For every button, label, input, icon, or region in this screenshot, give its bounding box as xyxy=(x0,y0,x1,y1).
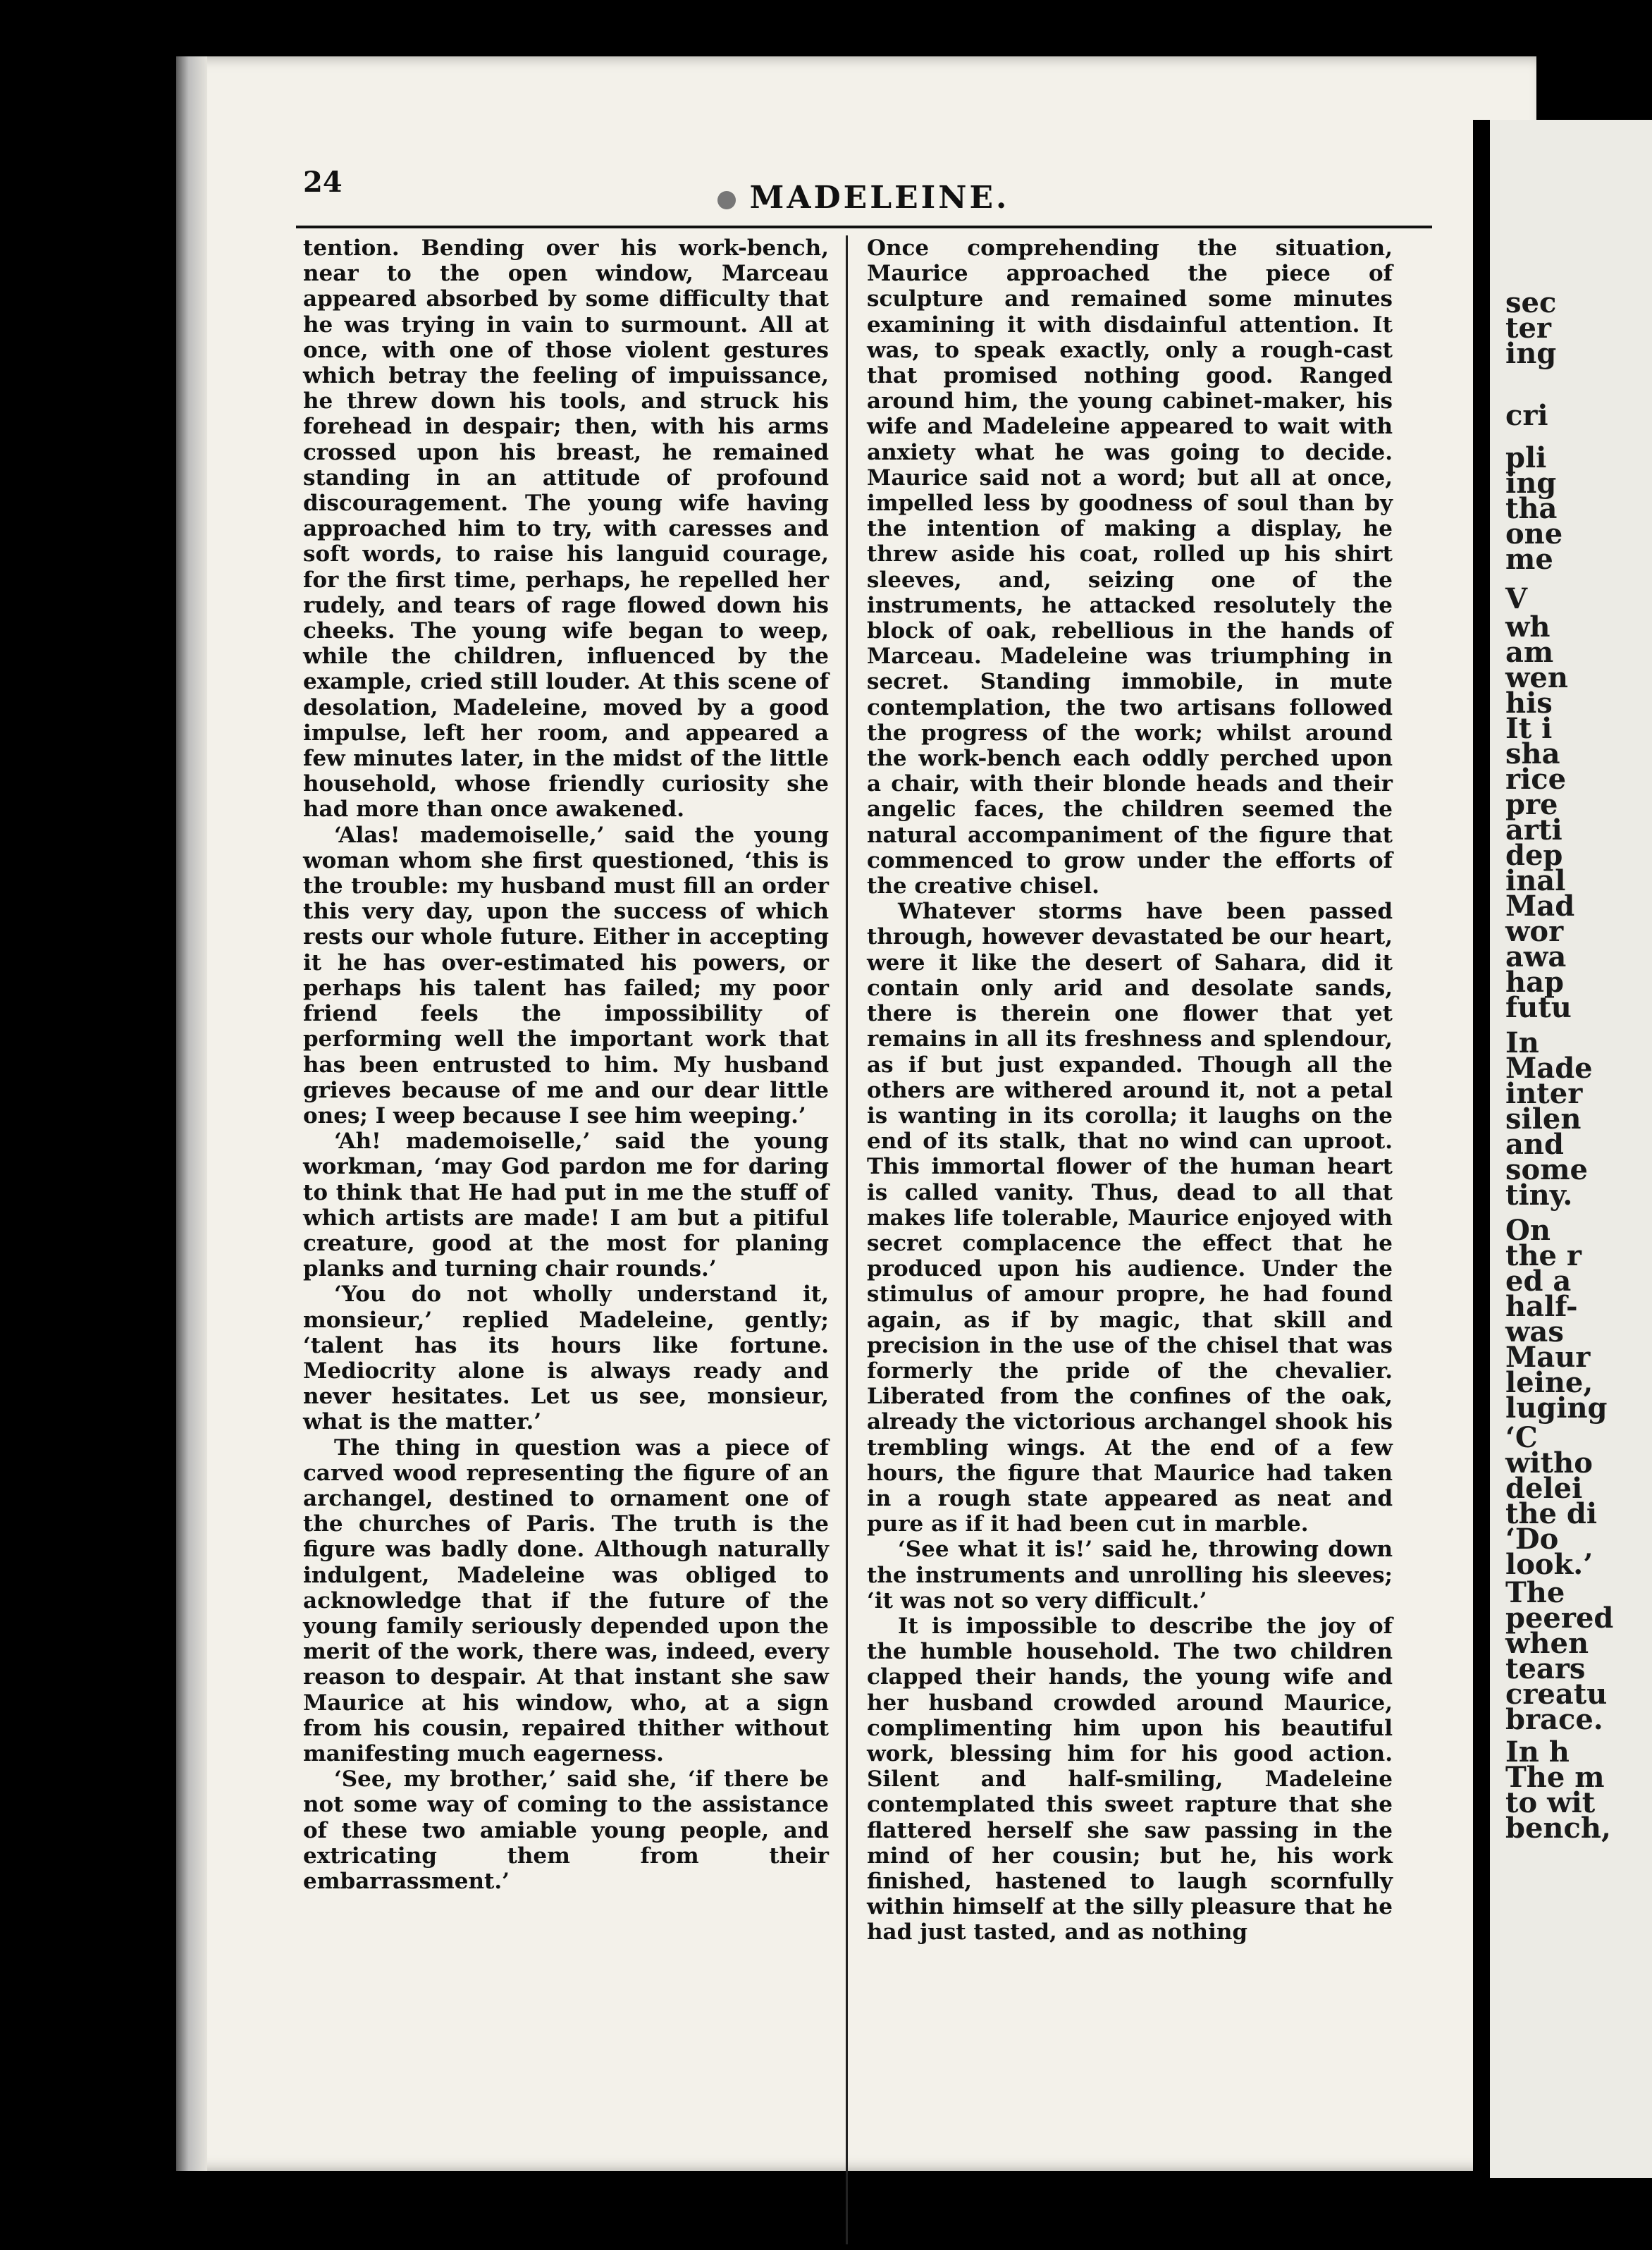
adjacent-page-fragment: cri xyxy=(1505,399,1548,432)
adjacent-page-fragment: ‘Do xyxy=(1505,1523,1559,1556)
adjacent-page-fragment: when xyxy=(1505,1627,1589,1660)
adjacent-page-fragment: pre xyxy=(1505,788,1558,821)
adjacent-page-fragment: tears xyxy=(1505,1652,1586,1685)
adjacent-page-fragment: witho xyxy=(1505,1446,1593,1480)
paragraph: ‘Alas! mademoiselle,’ said the young woman whom she first questioned, ‘this is the trouble: my husband must fill an order this very day, upon the success of which rests our whole future. Either in accepting it he has over-estimated his powers, or perhaps his talent has failed; my poor friend feels the impossibility of performing well the important work that has been entrusted to him. My husband grieves because of me and our dear little ones; I weep because I see him weeping.’ xyxy=(303,822,829,1129)
adjacent-page-fragment: am xyxy=(1505,636,1554,669)
adjacent-page-fragment: creatu xyxy=(1505,1678,1608,1711)
adjacent-page-fragment: wor xyxy=(1505,915,1564,948)
adjacent-page-fragment: Maur xyxy=(1505,1341,1591,1374)
adjacent-page-fragment: In h xyxy=(1505,1735,1570,1769)
adjacent-page-fragment: the di xyxy=(1505,1497,1598,1530)
adjacent-page-fragment: leine, xyxy=(1505,1366,1594,1399)
running-title-text: MADELEINE. xyxy=(749,180,1010,216)
paragraph: tention. Bending over his work-bench, near to the open window, Marceau appeared absorbed by some difficulty that he was trying in vain to surmount. All at once, with one of those violent gestures which betray the feeling of impuissance, he threw down his tools, and struck his forehead in despair; then, with his arms crossed upon his breast, he remained standing in an attitude of profound discouragement. The young wife having approached him to try, with caresses and soft words, to raise his languid courage, for the first time, perhaps, he repelled her rudely, and tears of rage flowed down his cheeks. The young wife began to weep, while the children, influenced by the example, cried still louder. At this scene of desolation, Madeleine, moved by a good impulse, left her room, and appeared a few minutes later, in the midst of the little household, whose friendly curiosity she had more than once awakened. xyxy=(303,235,829,823)
adjacent-page-fragment: one xyxy=(1505,517,1563,551)
adjacent-page-fragment: V xyxy=(1505,582,1528,615)
bullet-icon xyxy=(717,191,736,209)
adjacent-page-fragment: Mad xyxy=(1505,890,1575,923)
paragraph: ‘You do not wholly understand it, monsieur,’ replied Madeleine, gently; ‘talent has its hours like fortune. Mediocrity alone is always ready and never hesitates. Let us see, monsieur, what is the matter.’ xyxy=(303,1281,829,1435)
page-number: 24 xyxy=(303,166,343,199)
adjacent-page-fragment: ing xyxy=(1505,337,1557,370)
adjacent-page-fragment: and xyxy=(1505,1128,1564,1161)
paragraph: ‘See, my brother,’ said she, ‘if there be not some way of coming to the assistance of these two amiable young people, and extricating them from their embarrassment.’ xyxy=(303,1766,829,1894)
adjacent-page-fragment: luging xyxy=(1505,1391,1608,1425)
adjacent-page-fragment: arti xyxy=(1505,813,1562,847)
paragraph: ‘See what it is!’ said he, throwing down the instruments and unrolling his sleeves; ‘it was not so very difficult.’ xyxy=(867,1537,1393,1613)
adjacent-page-fragment: pli xyxy=(1505,441,1547,474)
paragraph: Whatever storms have been passed through, however devastated be our heart, were it like the desert of Sahara, did it contain only arid and desolate sands, there is therein one flower that yet remains in all its freshness and splendour, as if but just expanded. Though all the others are withered around it, not a petal is wanting in its corolla; it laughs on the end of its stalk, that no wind can uproot. This immortal flower of the human heart is called vanity. Thus, dead to all that makes life tolerable, Maurice enjoyed with secret complacence the effect that he produced upon his audience. Under the stimulus of amour propre, he had found again, as if by magic, that skill and precision in the use of the chisel that was formerly the pride of the chevalier. Liberated from the confines of the oak, already the victorious archangel shook his trembling wings. At the end of a few hours, the figure that Maurice had taken in a rough state appeared as neat and pure as if it had been cut in marble. xyxy=(867,899,1393,1537)
adjacent-page-fragment: ter xyxy=(1505,312,1551,345)
adjacent-page-fragment: dep xyxy=(1505,839,1563,872)
adjacent-page-fragment: the r xyxy=(1505,1239,1582,1272)
adjacent-page-fragment: to wit xyxy=(1505,1786,1596,1819)
adjacent-page-fragment: wen xyxy=(1505,661,1568,694)
adjacent-page-fragment: half- xyxy=(1505,1290,1578,1323)
left-text-column xyxy=(303,235,829,1894)
adjacent-page-fragment: futu xyxy=(1505,991,1572,1024)
adjacent-page-fragment: ed a xyxy=(1505,1265,1572,1298)
adjacent-page-fragment: was xyxy=(1505,1315,1564,1348)
column-divider xyxy=(846,235,848,2244)
adjacent-page-fragment: sha xyxy=(1505,737,1560,770)
adjacent-page-fragment: rice xyxy=(1505,763,1567,796)
adjacent-page-fragment: Made xyxy=(1505,1052,1593,1085)
adjacent-page-fragment: hap xyxy=(1505,966,1564,999)
right-text-column xyxy=(867,235,1393,1945)
adjacent-page-edge xyxy=(1473,120,1652,2178)
adjacent-page-fragment: silen xyxy=(1505,1102,1582,1136)
adjacent-page-fragment: some xyxy=(1505,1153,1588,1186)
paragraph: ‘Ah! mademoiselle,’ said the young workman, ‘may God pardon me for daring to think that He had put in me the stuff of which artists are made! I am but a pitiful creature, good at the most for planing planks and turning chair rounds.’ xyxy=(303,1129,829,1282)
paragraph: It is impossible to describe the joy of the humble household. The two children clapped their hands, the young wife and her husband crowded around Maurice, complimenting him upon his beautiful work, blessing him for his good action. Silent and half-smiling, Madeleine contemplated this sweet rapture that she flattered herself she saw passing in the mind of her cousin; but he, his work finished, hastened to laugh scornfully within himself at the silly pleasure that he had just tasted, and as nothing xyxy=(867,1613,1393,1945)
paragraph: Once comprehending the situation, Maurice approached the piece of sculpture and remained some minutes examining it with disdainful attention. It was, to speak exactly, only a rough-cast that promised nothing good. Ranged around him, the young cabinet-maker, his wife and Madeleine appeared to wait with anxiety what he was going to decide. Maurice said not a word; but all at once, impelled less by goodness of soul than by the intention of making a display, he threw aside his coat, rolled up his shirt sleeves, and, seizing one of the instruments, he attacked resolutely the block of oak, rebellious in the hands of Marceau. Madeleine was triumphing in secret. Standing immobile, in mute contemplation, the two artisans followed the progress of the work; whilst around the work-bench each oddly perched upon a chair, with their blonde heads and their angelic faces, the children seemed the natural accompaniment of the figure that commenced to grow under the efforts of the creative chisel. xyxy=(867,235,1393,899)
page-header xyxy=(296,166,1431,222)
adjacent-page-fragment: sec xyxy=(1505,286,1557,319)
adjacent-page-fragment: The xyxy=(1505,1576,1565,1609)
adjacent-page-fragment: The m xyxy=(1505,1761,1605,1794)
adjacent-page-fragment: tiny. xyxy=(1505,1179,1573,1212)
adjacent-page-fragment: ing xyxy=(1505,467,1557,500)
adjacent-page-fragment: ‘C xyxy=(1505,1421,1538,1454)
paragraph: The thing in question was a piece of carved wood representing the figure of an archangel, destined to ornament one of the churches of Paris. The truth is the figure was badly done. Although naturally indulgent, Madeleine was obliged to acknowledge that if the future of the young family seriously depended upon the merit of the work, there was, indeed, every reason to despair. At that instant she saw Maurice at his window, who, at a sign from his cousin, repaired thither without manifesting much eagerness. xyxy=(303,1434,829,1766)
adjacent-page-fragment: delei xyxy=(1505,1472,1583,1505)
adjacent-page-fragment: It i xyxy=(1505,712,1553,745)
adjacent-page-fragment: look.’ xyxy=(1505,1548,1594,1581)
adjacent-page-fragment: bench, xyxy=(1505,1812,1611,1845)
adjacent-page-fragment: tha xyxy=(1505,492,1558,525)
adjacent-page-fragment: wh xyxy=(1505,610,1551,644)
adjacent-page-fragment: brace. xyxy=(1505,1703,1603,1736)
adjacent-page-fragment: me xyxy=(1505,543,1553,576)
adjacent-page-fragment: inal xyxy=(1505,864,1566,897)
adjacent-page-fragment: awa xyxy=(1505,940,1567,973)
adjacent-page-fragment: his xyxy=(1505,687,1553,720)
running-title xyxy=(296,180,1431,216)
header-rule xyxy=(296,226,1432,228)
adjacent-page-fragment: peered xyxy=(1505,1602,1614,1635)
adjacent-page-fragment: In xyxy=(1505,1026,1539,1059)
adjacent-page-fragment: inter xyxy=(1505,1077,1583,1110)
page-gutter xyxy=(176,56,207,2171)
adjacent-page-fragment: On xyxy=(1505,1214,1551,1247)
